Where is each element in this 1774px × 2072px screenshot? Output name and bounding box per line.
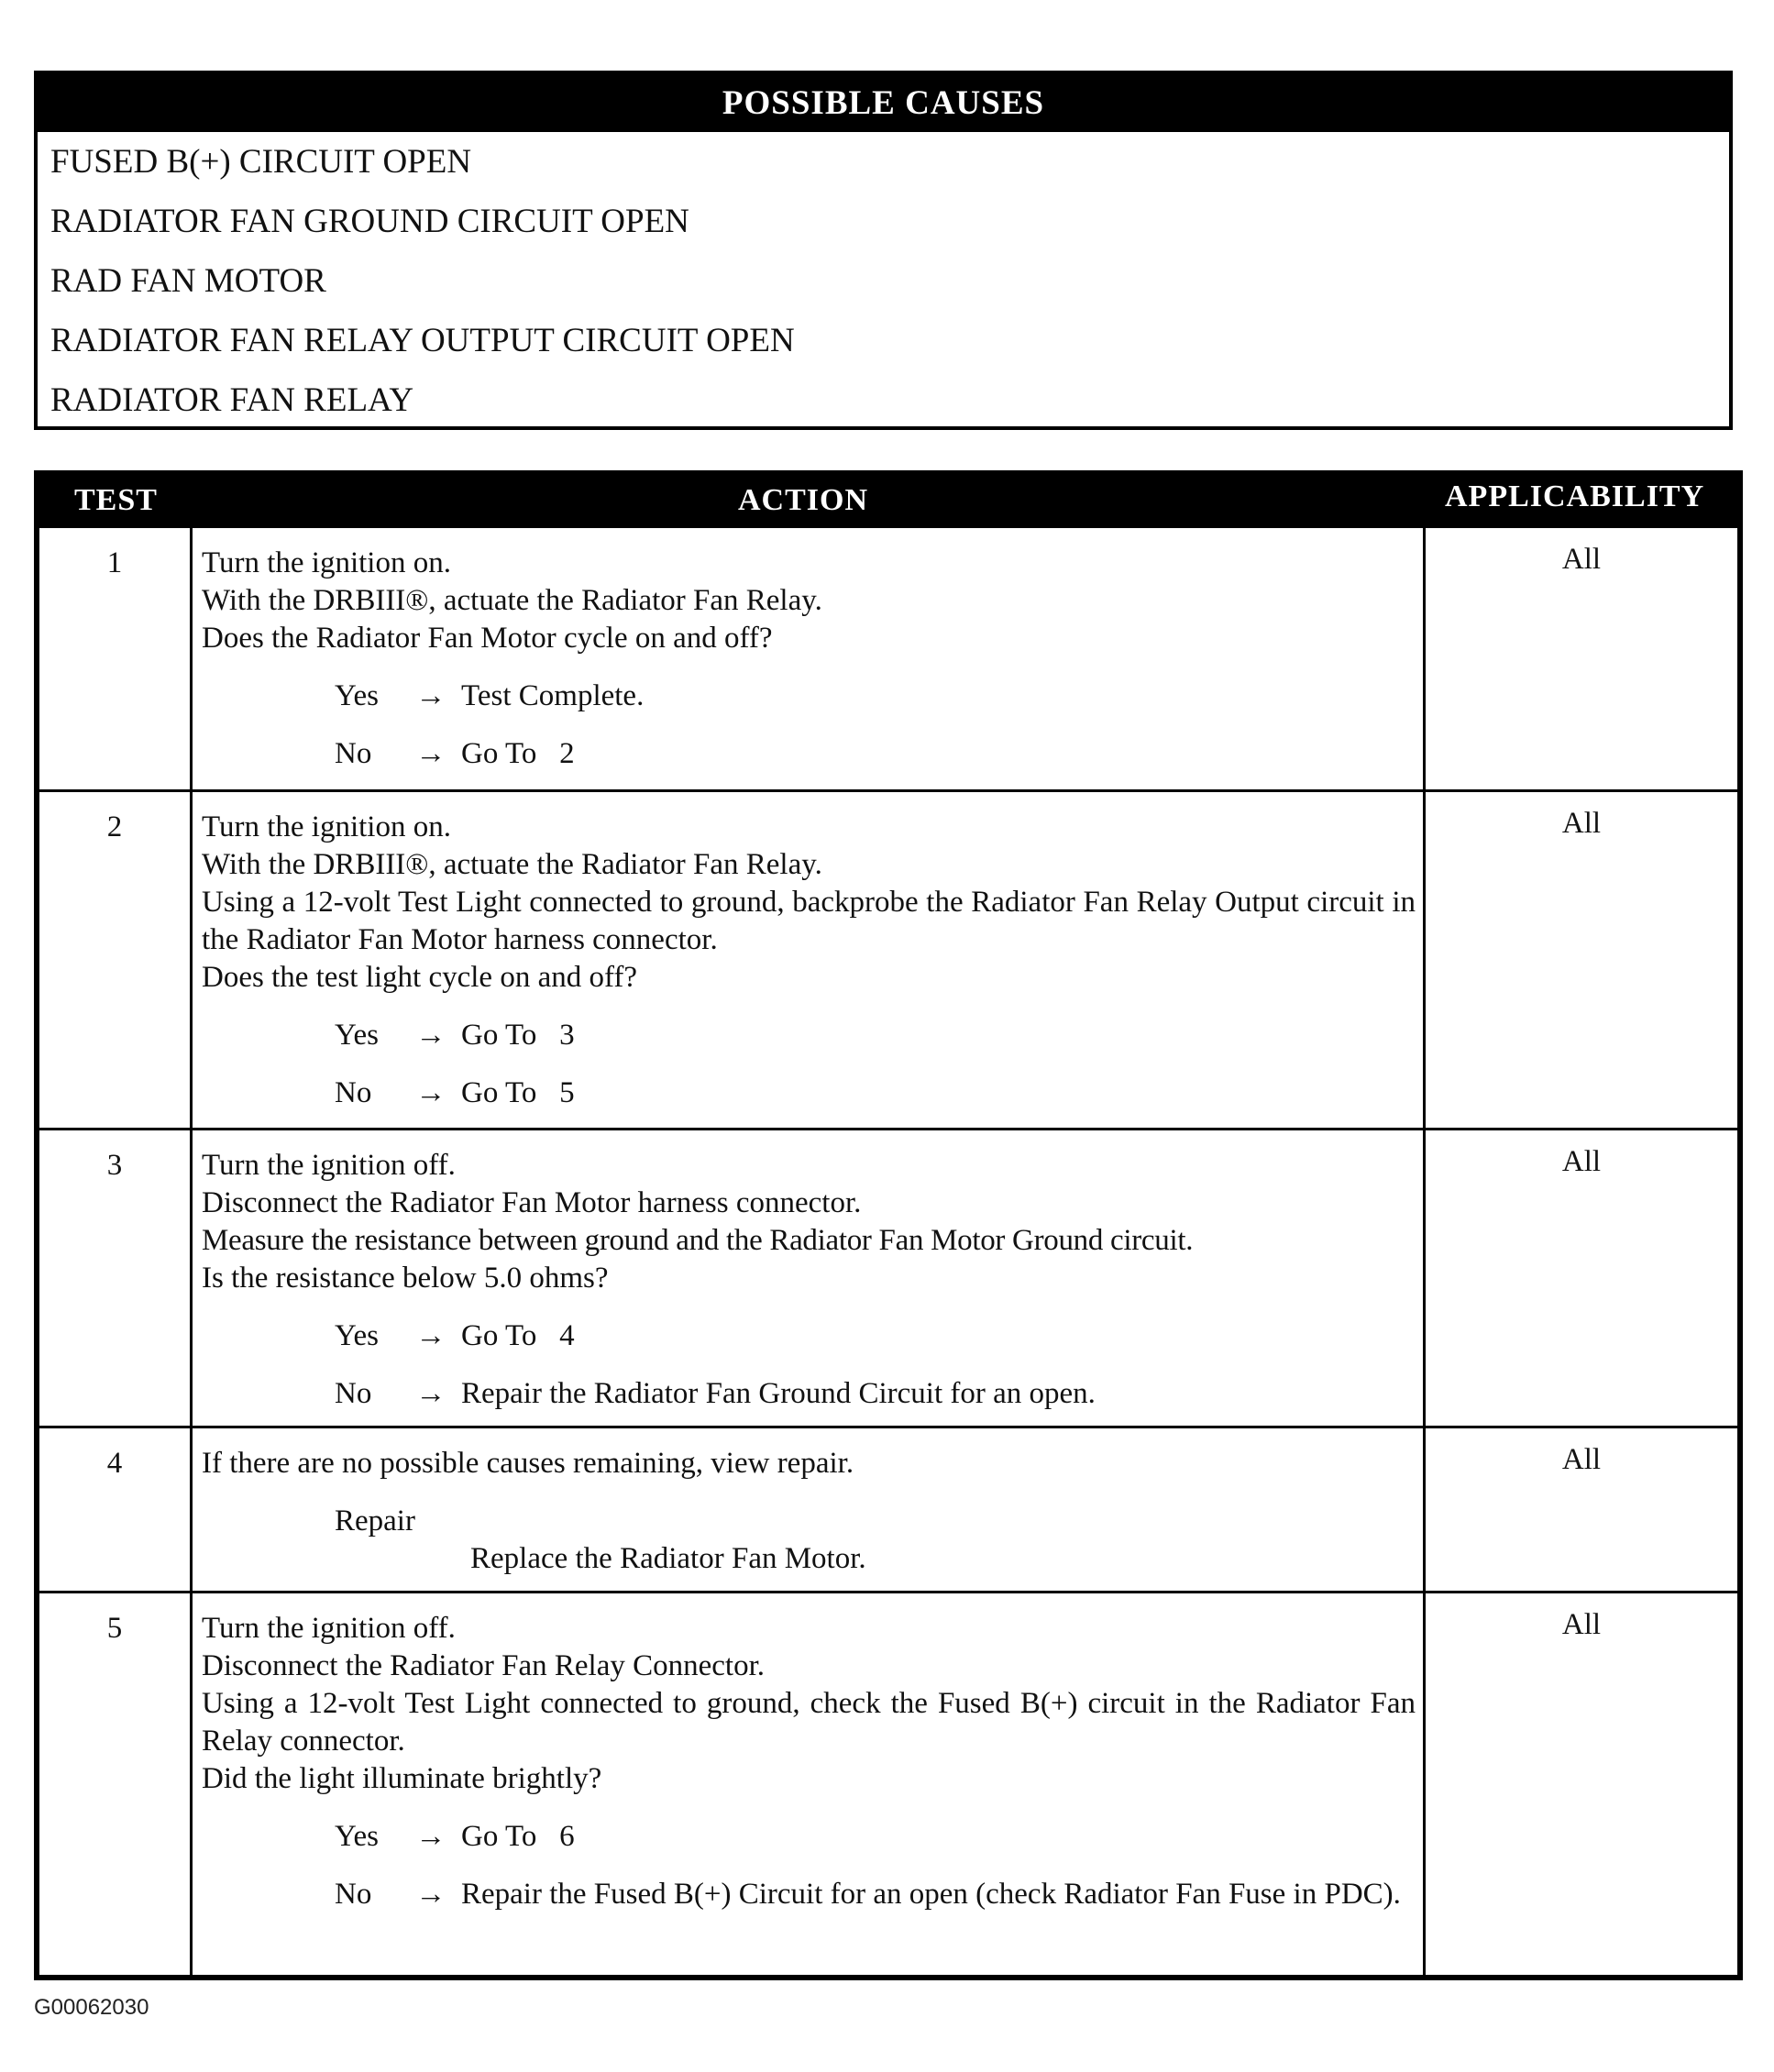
action-step: Did the light illuminate brightly? bbox=[202, 1762, 602, 1795]
test-number: 5 bbox=[39, 1593, 193, 1975]
option-no bbox=[335, 735, 1423, 773]
test-table-header bbox=[39, 476, 1737, 525]
option-yes bbox=[335, 678, 1423, 715]
test-row-2 bbox=[39, 789, 1737, 1128]
header-test: TEST bbox=[74, 483, 158, 517]
option-result: Go To 3 bbox=[461, 1019, 575, 1052]
test-row-1 bbox=[39, 525, 1737, 789]
test-number: 4 bbox=[39, 1428, 193, 1591]
action-step: Turn the ignition off. bbox=[202, 1149, 456, 1182]
action-step: If there are no possible causes remaining, view repair. bbox=[202, 1447, 854, 1480]
repair-text: Replace the Radiator Fan Motor. bbox=[470, 1542, 866, 1575]
test-table bbox=[34, 470, 1743, 1980]
action-step: With the DRBIII®, actuate the Radiator Fan Relay. bbox=[202, 848, 822, 881]
test-action bbox=[193, 1593, 1426, 1975]
option-label: No bbox=[335, 1377, 372, 1410]
test-row-5 bbox=[39, 1591, 1737, 1975]
action-step: Turn the ignition off. bbox=[202, 1612, 456, 1645]
test-number: 3 bbox=[39, 1130, 193, 1426]
option-label: No bbox=[335, 1878, 372, 1911]
possible-causes-box bbox=[34, 71, 1733, 430]
test-action bbox=[193, 1428, 1426, 1591]
header-action: ACTION bbox=[738, 483, 869, 517]
possible-causes-list bbox=[38, 132, 1729, 430]
possible-causes-title: POSSIBLE CAUSES bbox=[38, 74, 1729, 132]
option-no bbox=[335, 1375, 1423, 1413]
arrow-right-icon: → bbox=[415, 1878, 446, 1911]
option-result: Go To 6 bbox=[461, 1820, 575, 1853]
test-applicability: All bbox=[1561, 1608, 1602, 1641]
option-label: Yes bbox=[335, 679, 380, 712]
test-number: 1 bbox=[39, 528, 193, 789]
test-applicability: All bbox=[1561, 807, 1602, 840]
action-step: Using a 12-volt Test Light connected to ground, backprobe the Radiator Fan Relay Output circuit in the Radiator Fan Motor harness connector. bbox=[202, 886, 1416, 956]
option-result: Test Complete. bbox=[461, 679, 645, 712]
test-row-3 bbox=[39, 1128, 1737, 1426]
test-row-4 bbox=[39, 1426, 1737, 1591]
option-label: No bbox=[335, 1076, 372, 1109]
test-applicability: All bbox=[1561, 543, 1602, 576]
arrow-right-icon: → bbox=[415, 679, 446, 712]
option-label: Yes bbox=[335, 1019, 380, 1052]
arrow-right-icon: → bbox=[415, 1019, 446, 1052]
arrow-right-icon: → bbox=[415, 1377, 446, 1410]
arrow-right-icon: → bbox=[415, 737, 446, 770]
action-step: Does the Radiator Fan Motor cycle on and off? bbox=[202, 622, 773, 655]
option-result: Repair the Fused B(+) Circuit for an open (check Radiator Fan Fuse in PDC). bbox=[461, 1878, 1401, 1911]
arrow-right-icon: → bbox=[415, 1820, 446, 1853]
test-action bbox=[193, 528, 1426, 789]
action-step: Using a 12-volt Test Light connected to ground, check the Fused B(+) circuit in the Radiator Fan Relay connector. bbox=[202, 1687, 1416, 1758]
cause-item: RADIATOR FAN RELAY bbox=[50, 381, 414, 419]
action-step: Turn the ignition on. bbox=[202, 810, 451, 843]
header-applicability: APPLICABILITY bbox=[1445, 479, 1705, 513]
option-no bbox=[335, 1075, 1423, 1112]
option-yes bbox=[335, 1017, 1423, 1054]
action-step: Disconnect the Radiator Fan Relay Connector. bbox=[202, 1649, 766, 1682]
cause-item: RAD FAN MOTOR bbox=[50, 262, 326, 300]
option-label: Yes bbox=[335, 1820, 380, 1853]
action-step: Is the resistance below 5.0 ohms? bbox=[202, 1262, 609, 1295]
action-step: Does the test light cycle on and off? bbox=[202, 961, 638, 994]
figure-id: G00062030 bbox=[34, 1995, 149, 2020]
option-label: Yes bbox=[335, 1319, 380, 1352]
option-yes bbox=[335, 1818, 1423, 1856]
test-number: 2 bbox=[39, 792, 193, 1128]
test-action bbox=[193, 1130, 1426, 1426]
test-applicability: All bbox=[1561, 1443, 1602, 1476]
option-result: Go To 2 bbox=[461, 737, 575, 770]
repair-label: Repair bbox=[335, 1504, 415, 1537]
arrow-right-icon: → bbox=[415, 1076, 446, 1109]
action-step: Measure the resistance between ground and the Radiator Fan Motor Ground circuit. bbox=[202, 1224, 1194, 1257]
option-result: Go To 5 bbox=[461, 1076, 575, 1109]
test-action bbox=[193, 792, 1426, 1128]
cause-item: FUSED B(+) CIRCUIT OPEN bbox=[50, 143, 472, 181]
action-step: Turn the ignition on. bbox=[202, 546, 451, 579]
option-label: No bbox=[335, 737, 372, 770]
option-result: Go To 4 bbox=[461, 1319, 575, 1352]
cause-item: RADIATOR FAN RELAY OUTPUT CIRCUIT OPEN bbox=[50, 322, 795, 359]
option-no bbox=[335, 1876, 1423, 1913]
arrow-right-icon: → bbox=[415, 1319, 446, 1352]
option-result: Repair the Radiator Fan Ground Circuit for an open. bbox=[461, 1377, 1096, 1410]
action-step: Disconnect the Radiator Fan Motor harness connector. bbox=[202, 1186, 862, 1219]
test-applicability: All bbox=[1561, 1145, 1602, 1178]
option-yes bbox=[335, 1317, 1423, 1355]
cause-item: RADIATOR FAN GROUND CIRCUIT OPEN bbox=[50, 203, 689, 240]
action-step: With the DRBIII®, actuate the Radiator Fan Relay. bbox=[202, 584, 822, 617]
